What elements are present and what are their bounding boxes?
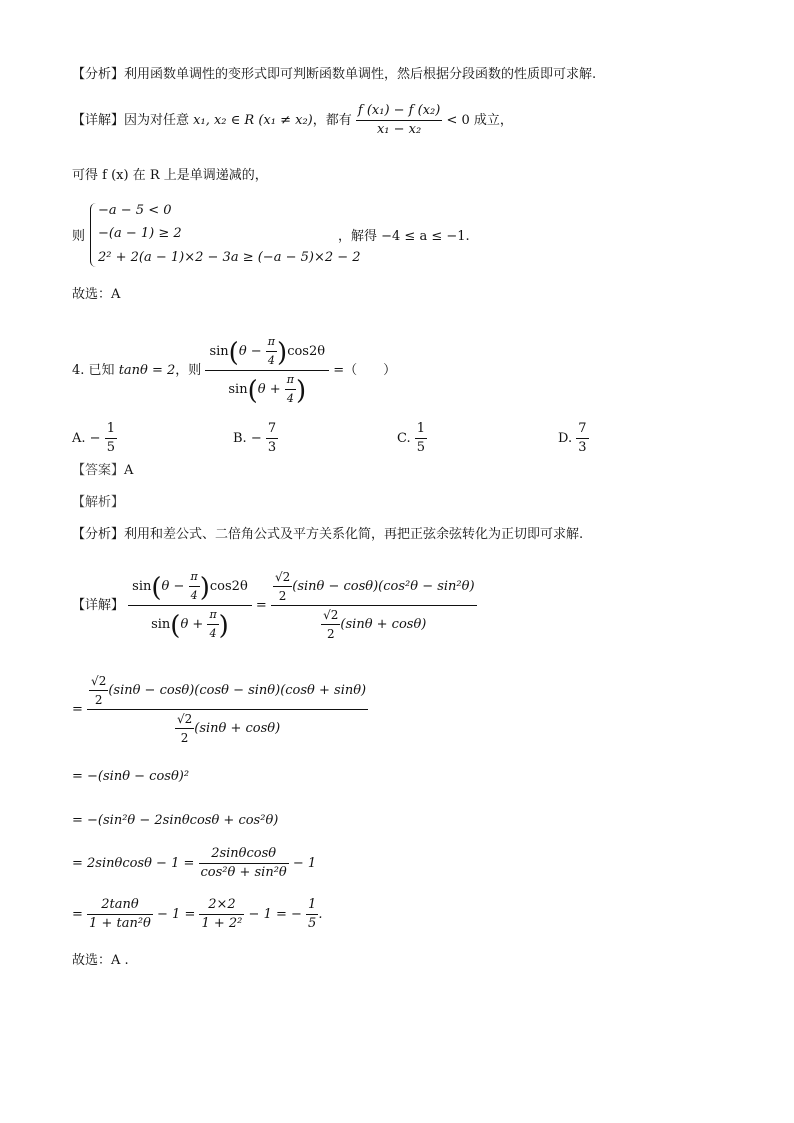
option-d-den: 3 [578, 440, 587, 455]
q-den-sin: sin [228, 382, 248, 397]
choice-line-2: 故选：A . [72, 953, 129, 968]
explain-tag: 【解析】 [72, 495, 125, 510]
detail-cond: (x₁ ≠ x₂) [258, 113, 313, 128]
step-2 [72, 672, 368, 747]
question-fraction [205, 333, 329, 408]
option-c-frac [415, 420, 427, 457]
detail-vars: x₁, x₂ ∈ R [193, 113, 255, 128]
question-frac-den [205, 371, 329, 408]
option-b-frac [266, 420, 278, 457]
s6-num2: 2×2 [199, 896, 244, 915]
answer-line [72, 462, 133, 480]
q-den-four: 4 [286, 392, 294, 405]
answer-tag: 【答案】 [72, 463, 125, 478]
step-1 [72, 568, 477, 643]
s5-den: cos²θ + sin²θ [200, 865, 287, 880]
step2-frac [87, 672, 368, 747]
s6-num3: 1 [306, 896, 318, 915]
question-equals: =（ ） [333, 363, 397, 378]
s1-rhs-num-text: (sinθ − cosθ)(cos²θ − sin²θ) [292, 579, 475, 594]
step-3: = −(sinθ − cosθ)² [72, 769, 190, 784]
question-comma: ，则 [175, 363, 202, 378]
s2-num-text: (sinθ − cosθ)(cosθ − sinθ)(cosθ + sinθ) [108, 683, 367, 698]
question-frac-num [205, 333, 329, 371]
step1-rhs-num [271, 568, 477, 606]
system-line-2: −(a − 1) ≥ 2 [98, 226, 182, 241]
s1-den-sin: sin [151, 617, 171, 632]
q-den-lparen: ( [247, 376, 258, 406]
s2-den-two: 2 [180, 731, 189, 745]
option-b-letter: B. [233, 431, 247, 446]
s5-frac [199, 845, 289, 882]
s1-den-sqrt-frac [321, 606, 340, 643]
decreasing-statement: 可得 f (x) 在 R 上是单调递减的， [72, 168, 268, 183]
step1-rhs-frac [271, 568, 477, 643]
s5-b: − 1 [292, 856, 317, 871]
q-den-rparen: ) [295, 376, 307, 406]
question-given: tanθ = 2 [118, 363, 176, 378]
option-d-frac [576, 420, 588, 457]
question-4 [72, 333, 396, 408]
q-num-rparen: ) [277, 338, 288, 368]
s2-eq: = [72, 702, 83, 717]
detail-tag: 【详解】 [72, 113, 125, 128]
q-den-pi-frac [285, 371, 296, 408]
option-c-den: 5 [416, 440, 426, 455]
detail-mid: ，都有 [312, 113, 352, 128]
s1-rhs-den-text: (sinθ + cosθ) [340, 617, 427, 632]
s6-den2: 1 + 2² [201, 916, 243, 931]
s1-den-four: 4 [209, 627, 217, 640]
detail-line-1 [72, 102, 513, 139]
s6-den3: 5 [308, 916, 317, 931]
step1-lhs-frac [128, 568, 252, 643]
option-c[interactable] [397, 420, 427, 457]
s6-end: . [318, 907, 323, 922]
option-b-sign: − [250, 431, 262, 446]
detail-line-2 [72, 167, 268, 185]
analysis-text-1: 利用函数单调性的变形式即可判断函数单调性，然后根据分段函数的性质即可求解. [124, 67, 597, 82]
detail-pre: 因为对任意 [124, 113, 190, 128]
explain-line [72, 494, 124, 512]
analysis-tag-2: 【分析】 [72, 527, 125, 542]
q-num-pi: π [266, 333, 277, 352]
s1-pi-frac [189, 568, 200, 605]
option-b[interactable] [233, 420, 278, 457]
detail-tag-2: 【详解】 [72, 598, 125, 613]
step2-num [87, 672, 368, 710]
q-num-theta: θ − [238, 344, 266, 359]
s6-b: − 1 = [157, 907, 196, 922]
q-num-cos: cos2θ [287, 344, 326, 359]
step1-lhs-num [128, 568, 252, 606]
s5-a: = 2sinθcosθ − 1 = [72, 856, 195, 871]
s1-sqrt-frac [273, 568, 292, 605]
q-num-pi-frac [266, 333, 277, 370]
s1-sqrt2: √2 [273, 568, 292, 587]
s6-frac1 [87, 896, 153, 933]
option-a-den: 5 [106, 440, 115, 455]
q-den-theta: θ + [257, 382, 285, 397]
s1-eq: = [255, 598, 267, 613]
s1-two: 2 [278, 589, 287, 603]
step1-rhs-den [271, 606, 477, 643]
option-c-num: 1 [415, 420, 427, 439]
s1-den-rparen: ) [218, 611, 229, 641]
step-6 [72, 896, 322, 933]
s1-den-two: 2 [326, 627, 335, 641]
system-line-1: −a − 5 < 0 [98, 203, 172, 218]
s1-four: 4 [190, 589, 198, 602]
option-d[interactable] [558, 420, 589, 457]
s2-two: 2 [94, 693, 103, 707]
option-b-num: 7 [266, 420, 278, 439]
s6-a: = [72, 907, 83, 922]
s1-den-sqrt2: √2 [321, 606, 340, 625]
s1-den-lparen: ( [170, 611, 181, 641]
s2-den-sqrt-frac [175, 710, 194, 747]
s1-lparen: ( [151, 573, 162, 603]
system-result: ，解得 −4 ≤ a ≤ −1. [338, 229, 470, 244]
analysis-line-1 [72, 66, 596, 84]
s1-cos: cos2θ [209, 579, 248, 594]
s1-num-sin: sin [132, 579, 152, 594]
s1-den-pi-frac [207, 606, 218, 643]
s6-den1: 1 + tan²θ [89, 916, 151, 931]
system-line-3: 2² + 2(a − 1)×2 − 3a ≥ (−a − 5)×2 − 2 [98, 250, 361, 265]
analysis-line-2 [72, 526, 583, 544]
s2-den-text: (sinθ + cosθ) [194, 721, 281, 736]
q-den-pi: π [285, 371, 296, 390]
analysis-tag: 【分析】 [72, 67, 125, 82]
s1-den-pi: π [207, 606, 218, 625]
step-5 [72, 845, 316, 882]
s1-rparen: ) [199, 573, 210, 603]
step1-lhs-den [128, 606, 252, 643]
step-4: = −(sin²θ − 2sinθcosθ + cos²θ) [72, 813, 279, 828]
analysis-text-2: 利用和差公式、二倍角公式及平方关系化简，再把正弦余弦转化为正切即可求解. [124, 527, 584, 542]
monotone-fraction [356, 102, 442, 139]
monotone-frac-den: x₁ − x₂ [376, 122, 422, 137]
option-a-letter: A. [72, 431, 86, 446]
choice-line-1: 故选：A [72, 287, 121, 302]
q-num-sin: sin [209, 344, 229, 359]
option-b-den: 3 [267, 440, 277, 455]
question-number: 4. 已知 [72, 363, 115, 378]
s2-sqrt2: √2 [89, 672, 108, 691]
s6-num1: 2tanθ [87, 896, 153, 915]
s1-theta: θ − [161, 579, 189, 594]
s5-num: 2sinθcosθ [199, 845, 289, 864]
s6-frac3 [306, 896, 318, 933]
option-d-letter: D. [558, 431, 573, 446]
system-prefix: 则 [72, 229, 86, 244]
q-num-four: 4 [267, 354, 275, 367]
option-a-frac [105, 420, 117, 457]
answer-value: A [124, 463, 134, 478]
monotone-frac-num: f (x₁) − f (x₂) [356, 102, 442, 121]
step2-den [87, 710, 368, 747]
s6-c: − 1 = − [248, 907, 302, 922]
q-num-lparen: ( [228, 338, 239, 368]
s2-den-sqrt2: √2 [175, 710, 194, 729]
option-c-letter: C. [397, 431, 411, 446]
option-a[interactable] [72, 420, 117, 457]
s2-sqrt-frac [89, 672, 108, 709]
option-d-num: 7 [576, 420, 588, 439]
option-a-num: 1 [105, 420, 117, 439]
s1-den-theta: θ + [180, 617, 208, 632]
detail-post: < 0 成立， [446, 113, 513, 128]
option-a-sign: − [89, 431, 101, 446]
s6-frac2 [199, 896, 244, 933]
s1-pi: π [189, 568, 200, 587]
